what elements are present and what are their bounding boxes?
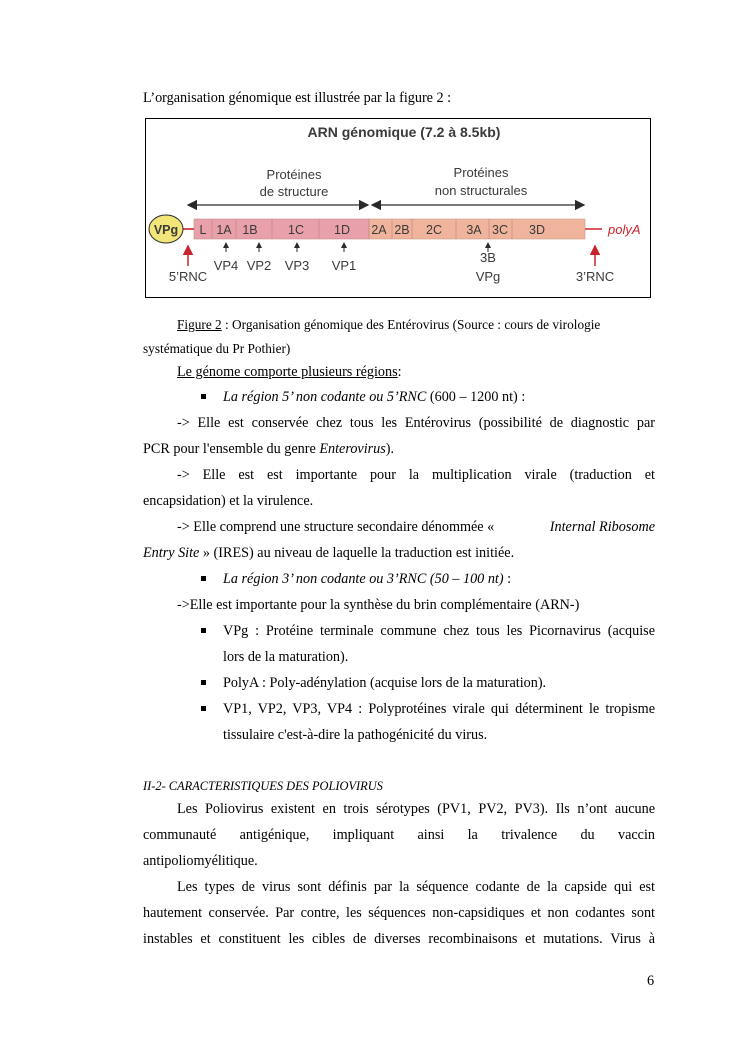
paragraph-line bbox=[143, 440, 394, 458]
b3-label: 3B bbox=[480, 250, 496, 265]
vp-item-line2: tissulaire c'est-à-dire la pathogénicité du virus. bbox=[223, 727, 488, 743]
paragraph-line: antipoliomyélitique. bbox=[143, 853, 258, 869]
structural-label-2: de structure bbox=[259, 184, 329, 199]
text-span: -> Elle comprend une structure secondaire dénommée « bbox=[177, 519, 495, 535]
intro-text: L’organisation génomique est illustrée par la figure 2 : bbox=[143, 90, 452, 106]
vpg-item-line2: lors de la maturation). bbox=[223, 649, 349, 665]
segment-label-3a: 3A bbox=[466, 223, 482, 237]
paragraph-line: hautement conservée. Par contre, les séquences non-capsidiques et non codantes sont bbox=[143, 905, 655, 921]
text-span: » (IRES) au niveau de laquelle la traduction est initiée. bbox=[199, 545, 515, 561]
structural-label-1: Protéines bbox=[266, 167, 322, 182]
figure-caption-text: : Organisation génomique des Entérovirus (Source : cours de virologie bbox=[221, 317, 601, 332]
paragraph-line bbox=[177, 518, 655, 536]
figure-title: ARN génomique (7.2 à 8.5kb) bbox=[307, 124, 501, 140]
protein-label-vp4: VP4 bbox=[213, 258, 239, 273]
b3-vpg-label: VPg bbox=[475, 269, 501, 284]
protein-label-vp1: VP1 bbox=[331, 258, 357, 273]
paragraph-line: ->Elle est importante pour la synthèse du brin complémentaire (ARN-) bbox=[177, 597, 580, 613]
paragraph-line bbox=[143, 544, 514, 562]
paragraph-line: instables et constituent les cibles de diverses recombinaisons et mutations. Virus à bbox=[143, 931, 655, 947]
genome-figure bbox=[145, 118, 651, 298]
bullet-icon bbox=[201, 394, 206, 399]
segment-label-2c: 2C bbox=[426, 223, 442, 237]
text-span: ). bbox=[385, 441, 395, 457]
segment-label-1d: 1D bbox=[334, 223, 350, 237]
segment-label-2b: 2B bbox=[394, 223, 410, 237]
page-number: 6 bbox=[647, 973, 655, 989]
region-3rnc-colon: : bbox=[503, 571, 512, 587]
regions-heading bbox=[177, 363, 402, 381]
paragraph-line: communauté antigénique, impliquant ainsi la trivalence du vaccin bbox=[143, 827, 655, 843]
paragraph-line: encapsidation) et la virulence. bbox=[143, 493, 314, 509]
bullet-icon bbox=[201, 680, 206, 685]
genome-diagram bbox=[146, 119, 652, 299]
region-3rnc-item bbox=[223, 570, 511, 588]
region-5rnc-item bbox=[223, 388, 525, 406]
segment-label-l: L bbox=[199, 223, 207, 237]
segment-label-1c: 1C bbox=[288, 223, 304, 237]
rnc5-label: 5’RNC bbox=[168, 269, 208, 284]
region-5rnc-title: La région 5’ non codante ou 5’RNC bbox=[223, 389, 427, 405]
text-span-italic: Internal Ribosome bbox=[549, 519, 655, 535]
vpg-label: VPg bbox=[153, 223, 179, 237]
protein-label-vp3: VP3 bbox=[284, 258, 310, 273]
region-5rnc-size: (600 – 1200 nt) : bbox=[426, 389, 526, 405]
segment-label-3d: 3D bbox=[529, 223, 545, 237]
section-heading: II-2- CARACTERISTIQUES DES POLIOVIRUS bbox=[143, 779, 383, 793]
region-3rnc-title: La région 3’ non codante ou 3’RNC (50 – 100 nt) bbox=[223, 571, 504, 587]
regions-heading-text: Le génome comporte plusieurs régions bbox=[177, 364, 398, 380]
nonstructural-label-2: non structurales bbox=[434, 183, 528, 198]
text-span: PCR pour l'ensemble du genre bbox=[143, 441, 320, 457]
segment-label-2a: 2A bbox=[371, 223, 387, 237]
paragraph-line: Les Poliovirus existent en trois sérotypes (PV1, PV2, PV3). Ils n’ont aucune bbox=[177, 801, 655, 817]
bullet-icon bbox=[201, 576, 206, 581]
segment-label-3c: 3C bbox=[492, 223, 508, 237]
protein-label-vp2: VP2 bbox=[246, 258, 272, 273]
text-span-italic: Entry Site bbox=[143, 545, 200, 561]
paragraph-line: Les types de virus sont définis par la séquence codante de la capside qui est bbox=[177, 879, 655, 895]
nonstructural-label-1: Protéines bbox=[453, 165, 509, 180]
segment-label-1a: 1A bbox=[216, 223, 232, 237]
figure-caption-line1 bbox=[177, 316, 600, 334]
rnc3-label: 3’RNC bbox=[575, 269, 615, 284]
text-span-italic: Enterovirus bbox=[319, 441, 386, 457]
vpg-item-line1: VPg : Protéine terminale commune chez tous les Picornavirus (acquise bbox=[223, 623, 655, 639]
figure-caption-line2: systématique du Pr Pothier) bbox=[143, 341, 291, 356]
polya-label: polyA bbox=[608, 222, 641, 237]
paragraph-line: -> Elle est est importante pour la multiplication virale (traduction et bbox=[177, 467, 655, 483]
figure-caption-label: Figure 2 bbox=[177, 317, 222, 332]
polya-item: PolyA : Poly-adénylation (acquise lors de la maturation). bbox=[223, 675, 547, 691]
vp-item-line1: VP1, VP2, VP3, VP4 : Polyprotéines virale qui déterminent le tropisme bbox=[223, 701, 655, 717]
bullet-icon bbox=[201, 706, 206, 711]
paragraph-line: -> Elle est conservée chez tous les Entérovirus (possibilité de diagnostic par bbox=[177, 415, 655, 431]
regions-heading-colon: : bbox=[397, 364, 402, 380]
bullet-icon bbox=[201, 628, 206, 633]
segment-label-1b: 1B bbox=[242, 223, 258, 237]
